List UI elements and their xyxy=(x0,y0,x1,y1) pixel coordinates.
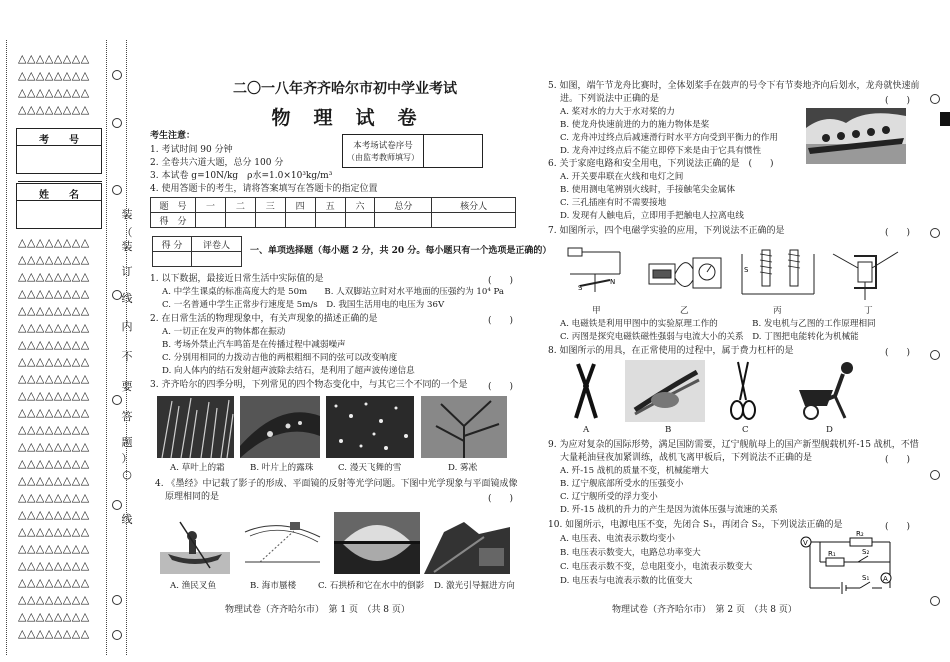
rime-ice-image xyxy=(421,396,507,458)
question-option: D. 电压表与电流表示数的比值变大 xyxy=(560,576,693,586)
triangle-row: △△△△△△△△ xyxy=(18,270,90,283)
score-table-header: 六 xyxy=(345,198,375,213)
oersted-experiment-diagram xyxy=(560,244,630,302)
question-option: C. 三孔插座有时不需要接地 xyxy=(560,198,667,208)
score-cell[interactable] xyxy=(285,213,315,228)
laser-guided-tunnel-image xyxy=(424,512,510,574)
electromagnetic-induction-diagram xyxy=(645,244,725,302)
score-table-header: 四 xyxy=(285,198,315,213)
r2-label: R₂ xyxy=(856,530,864,538)
question-option: A. 一切正在发声的物体都在振动 xyxy=(162,327,286,337)
question-option: D. 龙舟冲过终点后不能立即停下来是由于它具有惯性 xyxy=(560,146,762,156)
image-caption: 丁 xyxy=(864,306,873,316)
svg-text:S: S xyxy=(744,266,749,274)
question-option: A. 歼-15 战机的质量不变，机械能增大 xyxy=(560,466,709,476)
score-table-header: 核分人 xyxy=(432,198,516,213)
snowflakes-image xyxy=(326,396,414,458)
kaohao-label: 考 号 xyxy=(17,131,101,146)
notice-line: 1. 考试时间 90 分钟 xyxy=(150,145,233,155)
triangle-row: △△△△△△△△ xyxy=(18,304,90,317)
triangle-row: △△△△△△△△ xyxy=(18,287,90,300)
electromagnet-strength-diagram xyxy=(738,244,818,302)
question-option: B. 使用测电笔辨别火线时，手接触笔尖金属体 xyxy=(560,185,736,195)
triangle-row: △△△△△△△△ xyxy=(18,525,90,538)
score-table-label: 得 分 xyxy=(151,213,196,228)
exam-title: 二〇一八年齐齐哈尔市初中学业考试 xyxy=(233,81,457,97)
binding-char: ○ xyxy=(122,468,132,481)
notice-line: 3. 本试卷 g=10N/kg ρ水=1.0×10³kg/m³ xyxy=(150,171,333,181)
page-footer: 物理试卷（齐齐哈尔市） 第 2 页 （共 8 页） xyxy=(612,605,797,615)
triangle-row: △△△△△△△△ xyxy=(18,474,90,487)
triangle-row: △△△△△△△△ xyxy=(18,103,90,116)
frost-on-grass-image xyxy=(157,396,234,458)
question-stem: 进。下列说法中正确的是 xyxy=(560,94,660,104)
triangle-row: △△△△△△△△ xyxy=(18,389,90,402)
r1-label: R₁ xyxy=(828,550,836,558)
answer-paren[interactable]: ( ) xyxy=(488,494,514,504)
triangle-row: △△△△△△△△ xyxy=(18,253,90,266)
binding-char: 要 xyxy=(121,380,133,393)
section-title: 一、单项选择题（每小题 2 分，共 20 分。每小题只有一个选项是正确的） xyxy=(250,246,552,256)
image-caption: D. 激光引导掘进方向 xyxy=(434,581,515,591)
triangle-row: △△△△△△△△ xyxy=(18,593,90,606)
subject-title: 物 理 试 卷 xyxy=(271,107,419,129)
seat-box-line: （由监考教师填写） xyxy=(347,153,419,162)
triangle-row: △△△△△△△△ xyxy=(18,236,90,249)
answer-paren[interactable]: ( ) xyxy=(488,316,514,326)
page-footer: 物理试卷（齐齐哈尔市） 第 1 页 （共 8 页） xyxy=(225,605,410,615)
scissors-image xyxy=(728,360,758,422)
binding-char: （ xyxy=(121,226,133,239)
score-table-header: 题 号 xyxy=(151,198,196,213)
grader-cell[interactable] xyxy=(192,252,242,267)
question-option: D. 发现有人触电后，立即用手把触电人拉离电线 xyxy=(560,211,744,221)
binding-hole-icon xyxy=(112,185,122,195)
binding-char: 装 xyxy=(121,208,133,221)
question-option: A. 开关要串联在火线和电灯之间 xyxy=(560,172,684,182)
score-cell[interactable] xyxy=(345,213,375,228)
question-option: C. 一名普通中学生正常步行速度是 5m/s D. 我国生活用电的电压为 36V xyxy=(162,300,445,310)
electric-motor-diagram xyxy=(828,244,906,302)
question-stem: 1. 以下数据，最接近日常生活中实际值的是 xyxy=(150,274,324,284)
s1-label: S₁ xyxy=(862,574,870,582)
question-option: A. 电压表、电流表示数均变小 xyxy=(560,534,675,544)
question-option: C. 电压表示数不变，总电阻变小，电流表示数变大 xyxy=(560,562,753,572)
binding-dotted-line xyxy=(6,40,7,655)
triangle-row: △△△△△△△△ xyxy=(18,338,90,351)
triangle-row: △△△△△△△△ xyxy=(18,576,90,589)
question-stem: 大量耗油昼夜加紧训练，战机飞离甲板后，下列说法不正确的是 xyxy=(560,453,813,463)
binding-hole-icon xyxy=(930,228,940,238)
triangle-row: △△△△△△△△ xyxy=(18,69,90,82)
question-option: B. 辽宁舰底部所受水的压强变小 xyxy=(560,479,684,489)
image-caption: A. 草叶上的霜 xyxy=(170,463,225,473)
score-table xyxy=(150,197,516,228)
score-cell[interactable] xyxy=(432,213,516,228)
s2-label: S₂ xyxy=(862,548,870,556)
answer-paren[interactable]: ( ) xyxy=(885,522,911,532)
image-caption: B. 海市蜃楼 xyxy=(250,581,297,591)
question-stem: 4. 《墨经》中记载了影子的形成、平面镜的反射等光学问题。下图中光学现象与平面镜成像 xyxy=(155,479,518,489)
triangle-row: △△△△△△△△ xyxy=(18,627,90,640)
binding-hole-icon xyxy=(112,118,122,128)
answer-paren[interactable]: ( ) xyxy=(885,348,911,358)
option-label: B xyxy=(665,425,672,435)
image-caption: 丙 xyxy=(773,306,782,316)
question-stem: 7. 如图所示，四个电磁学实验的应用，下列说法不正确的是 xyxy=(548,226,785,236)
binding-dotted-line xyxy=(106,40,107,655)
score-table-header: 总分 xyxy=(375,198,432,213)
triangle-row: △△△△△△△△ xyxy=(18,423,90,436)
grader-header: 得 分 xyxy=(153,237,192,252)
question-stem: 3. 齐齐哈尔的四季分明，下列常见的四个物态变化中，与其它三个不同的一个是 xyxy=(150,380,468,390)
cut-line xyxy=(126,40,127,655)
wheelbarrow-image xyxy=(795,356,865,422)
triangle-row: △△△△△△△△ xyxy=(18,86,90,99)
notice-line: 4. 使用答题卡的考生，请将答案填写在答题卡的指定位置 xyxy=(150,184,378,194)
seat-box-line: 本考场试卷序号 xyxy=(353,141,413,151)
notice-title: 考生注意： xyxy=(150,131,196,141)
question-option: C. 分别用相同的力拨动吉他的两根粗细不同的弦可以改变响度 xyxy=(162,353,398,363)
binding-hole-icon xyxy=(930,470,940,480)
binding-char: 答 xyxy=(121,410,133,423)
score-table-header: 一 xyxy=(196,198,226,213)
score-table-header: 三 xyxy=(255,198,285,213)
question-option: C. 丙图是探究电磁铁磁性强弱与电流大小的关系 D. 丁图把电能转化为机械能 xyxy=(560,332,859,342)
question-option: A. 桨对水的力大于水对桨的力 xyxy=(560,107,675,117)
question-stem: 8. 如图所示的用具，在正常使用的过程中，属于费力杠杆的是 xyxy=(548,346,794,356)
binding-char: 不 xyxy=(121,350,133,363)
question-stem: 10. 如图所示，电源电压不变，先闭合 S₁，再闭合 S₂，下列说法正确的是 xyxy=(548,520,843,530)
binding-hole-icon xyxy=(930,596,940,606)
image-caption: 甲 xyxy=(592,306,601,316)
triangle-row: △△△△△△△△ xyxy=(18,491,90,504)
answer-paren[interactable]: ( ) xyxy=(885,96,911,106)
notice-line: 2. 全卷共六道大题，总分 100 分 xyxy=(150,158,284,168)
question-stem: 5. 如图，端午节龙舟比赛时，全体划桨手在鼓声的号令下有节奏地齐向后划水，龙舟就快速前 xyxy=(548,81,920,91)
image-caption: B. 叶片上的露珠 xyxy=(250,463,314,473)
question-option: B. 使龙舟快速前进的力的施力物体是桨 xyxy=(560,120,710,130)
answer-paren[interactable]: ( ) xyxy=(885,455,911,465)
xingming-label: 姓 名 xyxy=(17,186,101,201)
question-option: A. 中学生课桌的标准高度大约是 50m B. 人双脚站立时对水平地面的压强约为 10⁴ Pa xyxy=(162,287,505,297)
seat-number-box[interactable] xyxy=(342,134,424,168)
image-caption: 乙 xyxy=(680,306,689,316)
kaohao-box[interactable] xyxy=(16,128,102,174)
binding-hole-icon xyxy=(112,630,122,640)
pliers-image xyxy=(566,360,606,422)
xingming-box[interactable] xyxy=(16,183,102,229)
grader-table xyxy=(152,236,242,267)
option-label: A xyxy=(583,425,590,435)
separator xyxy=(18,181,102,182)
grader-header: 评卷人 xyxy=(192,237,242,252)
triangle-row: △△△△△△△△ xyxy=(18,559,90,572)
score-table-header: 二 xyxy=(225,198,255,213)
triangle-row: △△△△△△△△ xyxy=(18,355,90,368)
grader-cell[interactable] xyxy=(153,252,192,267)
score-cell[interactable] xyxy=(196,213,226,228)
svg-text:S: S xyxy=(578,284,583,292)
answer-paren[interactable]: ( ) xyxy=(885,228,911,238)
binding-hole-icon xyxy=(112,70,122,80)
question-stem: 9. 为应对复杂的国际形势，满足国防需要，辽宁舰航母上的国产新型舰载机歼-15 战机，不惜 xyxy=(548,440,919,450)
image-caption: A. 渔民叉鱼 xyxy=(170,581,217,591)
binding-hole-icon xyxy=(112,500,122,510)
triangle-row: △△△△△△△△ xyxy=(18,457,90,470)
triangle-row: △△△△△△△△ xyxy=(18,542,90,555)
triangle-row: △△△△△△△△ xyxy=(18,372,90,385)
binding-char: 订 xyxy=(121,265,133,278)
answer-paren[interactable]: ( ) xyxy=(488,276,514,286)
dew-on-leaf-image xyxy=(240,396,320,458)
question-stem: 2. 在日常生活的物理现象中，有关声现象的描述正确的是 xyxy=(150,314,378,324)
score-cell[interactable] xyxy=(315,213,345,228)
fisherman-spearing-fish-image xyxy=(160,512,230,574)
circuit-diagram xyxy=(800,530,900,596)
binding-char: 题 xyxy=(121,436,133,449)
question-option: D. 歼-15 战机的升力的产生是因为流体压强与流速的关系 xyxy=(560,505,778,515)
score-cell[interactable] xyxy=(255,213,285,228)
edge-mark xyxy=(940,112,950,126)
score-cell[interactable] xyxy=(225,213,255,228)
binding-char: 线 xyxy=(121,513,133,526)
binding-char: 线 xyxy=(121,292,133,305)
triangle-row: △△△△△△△△ xyxy=(18,406,90,419)
binding-char: 装 xyxy=(121,240,133,253)
stone-arch-bridge-reflection-image xyxy=(334,512,420,574)
binding-hole-icon xyxy=(930,350,940,360)
binding-char: ） xyxy=(121,452,133,465)
binding-char: 内 xyxy=(121,320,133,333)
image-caption: D. 雾凇 xyxy=(448,463,478,473)
binding-hole-icon xyxy=(112,595,122,605)
voltmeter-label: V xyxy=(803,539,808,547)
score-table-header: 五 xyxy=(315,198,345,213)
triangle-row: △△△△△△△△ xyxy=(18,508,90,521)
tweezers-image xyxy=(625,360,705,422)
image-caption: C. 石拱桥和它在水中的倒影 xyxy=(318,581,425,591)
binding-hole-icon xyxy=(112,395,122,405)
triangle-row: △△△△△△△△ xyxy=(18,321,90,334)
triangle-row: △△△△△△△△ xyxy=(18,52,90,65)
triangle-row: △△△△△△△△ xyxy=(18,440,90,453)
question-option: D. 向人体内的结石发射超声波除去结石，是利用了超声波传递信息 xyxy=(162,366,415,376)
binding-hole-icon xyxy=(930,94,940,104)
seat-number-field[interactable] xyxy=(422,134,483,168)
image-caption: C. 漫天飞舞的雪 xyxy=(338,463,402,473)
question-stem: 原理相同的是 xyxy=(165,492,220,502)
answer-paren[interactable]: ( ) xyxy=(488,382,514,392)
mirage-image xyxy=(240,512,325,574)
dragon-boat-race-image xyxy=(806,108,906,164)
ammeter-label: A xyxy=(883,575,888,583)
question-option: C. 辽宁舰所受的浮力变小 xyxy=(560,492,658,502)
option-label: C xyxy=(742,425,749,435)
question-option: B. 考场外禁止汽车鸣笛是在传播过程中减弱噪声 xyxy=(162,340,346,350)
question-stem: 6. 关于家庭电路和安全用电，下列说法正确的是 ( ) xyxy=(548,159,774,169)
question-option: C. 龙舟冲过终点后减速滑行时水平方向受到平衡力的作用 xyxy=(560,133,778,143)
option-label: D xyxy=(826,425,833,435)
question-option: A. 电磁铁是利用甲图中的实验原理工作的 B. 发电机与乙图的工作原理相同 xyxy=(560,319,876,329)
question-option: B. 电压表示数变大，电路总功率变大 xyxy=(560,548,701,558)
triangle-row: △△△△△△△△ xyxy=(18,610,90,623)
svg-text:N: N xyxy=(610,278,616,286)
score-cell[interactable] xyxy=(375,213,432,228)
